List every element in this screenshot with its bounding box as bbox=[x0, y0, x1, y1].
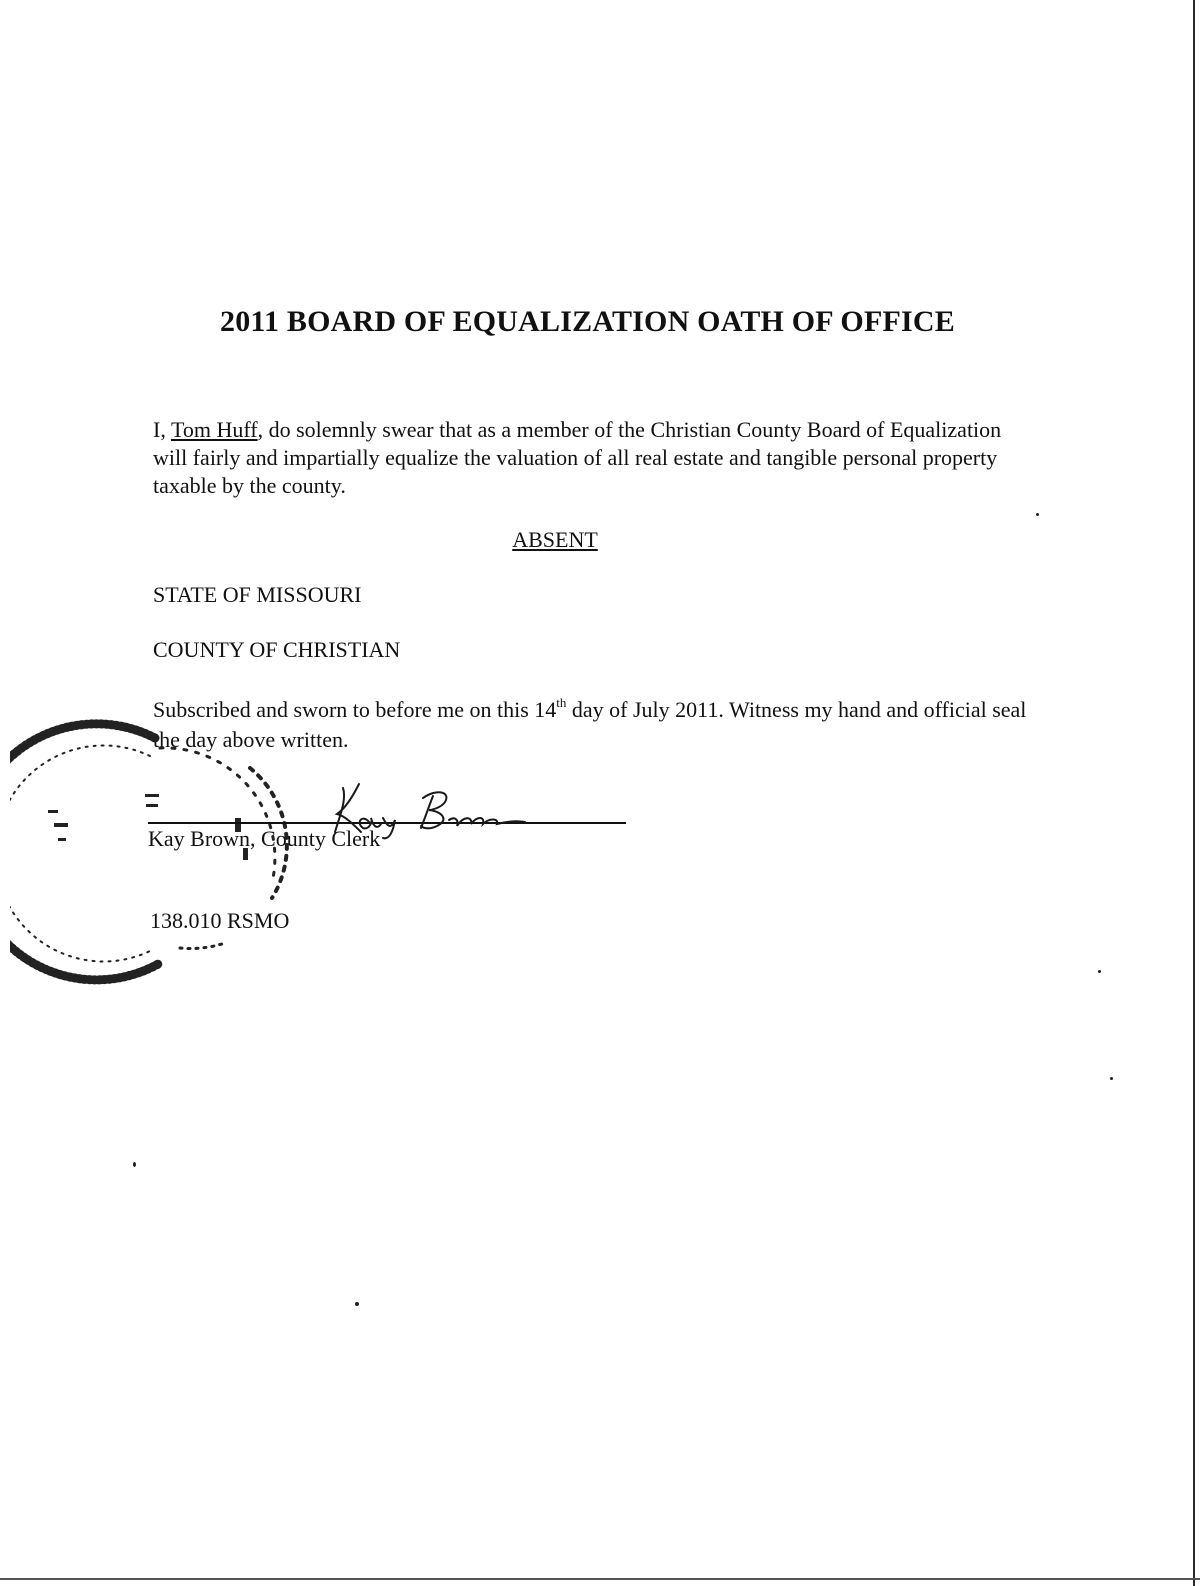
jurat-superscript: th bbox=[556, 695, 567, 710]
scan-speck bbox=[1036, 513, 1039, 516]
scan-edge-bottom bbox=[0, 1578, 1200, 1580]
scan-edge-right bbox=[1193, 0, 1195, 1586]
document-title: 2011 BOARD OF EQUALIZATION OATH OF OFFICE bbox=[220, 305, 955, 338]
county-line: COUNTY OF CHRISTIAN bbox=[153, 637, 401, 662]
member-name: Tom Huff bbox=[170, 417, 258, 442]
statute-reference: 138.010 RSMO bbox=[150, 908, 290, 933]
jurat-text-before: Subscribed and sworn to before me on this 14 bbox=[153, 697, 557, 722]
scan-speck bbox=[1098, 970, 1101, 973]
state-line: STATE OF MISSOURI bbox=[153, 582, 362, 607]
signer-caption: Kay Brown, County Clerk bbox=[148, 826, 381, 851]
attendance-status: ABSENT bbox=[512, 527, 598, 552]
oath-text: , do solemnly swear that as a member of the Christian County Board of Equalization will fairly and impartially equalize the valuation of all real estate and tangible personal property taxable by the county. bbox=[153, 417, 1002, 498]
scan-speck bbox=[133, 1162, 136, 1167]
scan-speck bbox=[1110, 1077, 1113, 1080]
oath-prefix: I, bbox=[153, 417, 171, 442]
county-seal bbox=[10, 718, 310, 988]
scan-speck bbox=[355, 1302, 359, 1306]
oath-paragraph bbox=[153, 416, 1033, 500]
jurat-text-after: day of July 2011. Witness my hand and official seal the day above written. bbox=[153, 697, 1027, 752]
